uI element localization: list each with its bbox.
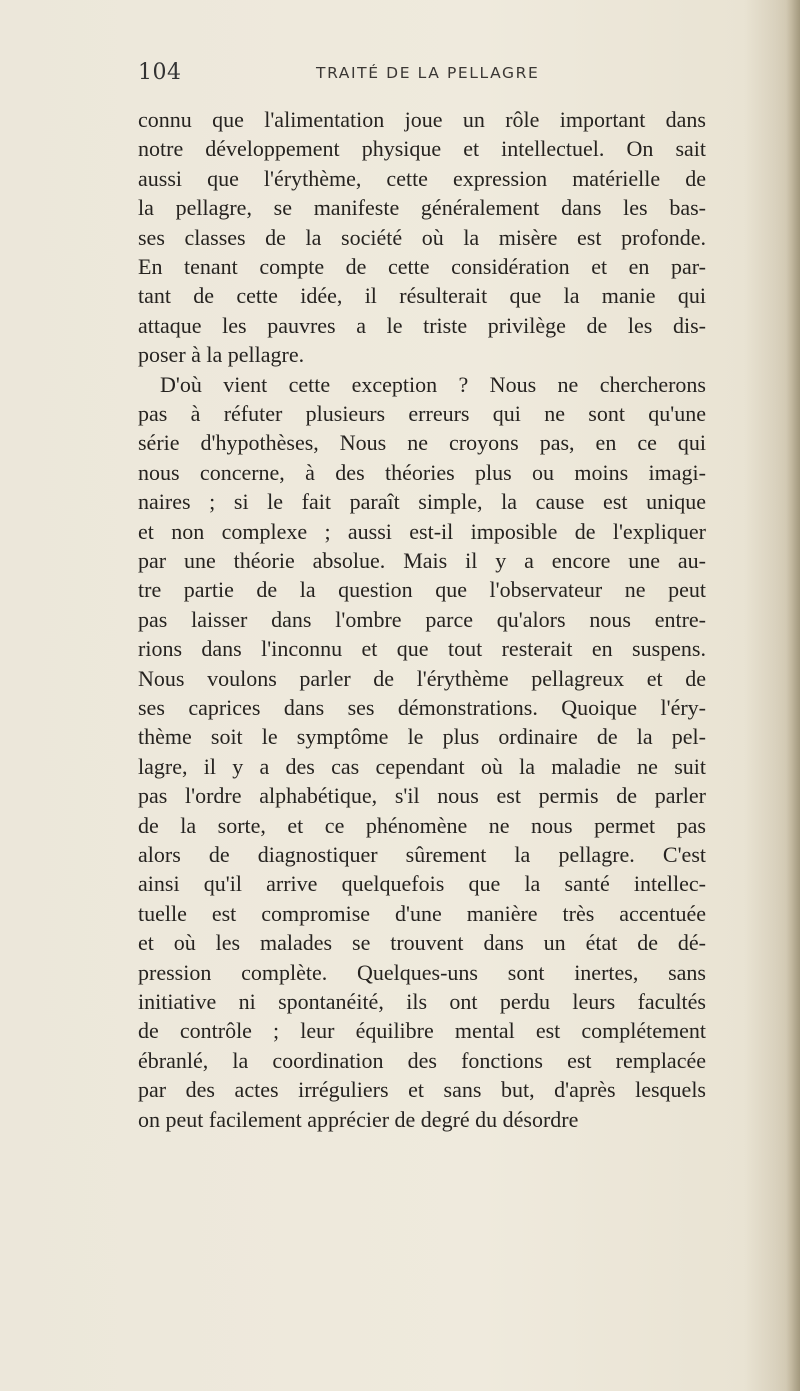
text-line: par une théorie absolue. Mais il y a encore une au- — [138, 548, 706, 573]
text-line: thème soit le symptôme le plus ordinaire de la pel- — [138, 724, 706, 750]
text-line: on peut facilement apprécier de degré du désordre — [138, 1106, 579, 1132]
running-title: TRAITÉ DE LA PELLAGRE — [316, 64, 540, 82]
text-line: tant de cette idée, il résulterait que la manie qui — [138, 283, 706, 309]
text-line: pas laisser dans l'ombre parce qu'alors nous entre- — [138, 606, 706, 632]
text-line: ses classes de la société où la misère est profonde. — [138, 224, 706, 250]
text-line: de contrôle ; leur équilibre mental est complétement — [138, 1018, 706, 1044]
text-line: nous concerne, à des théories plus ou moins imagi- — [138, 459, 706, 485]
text-line: rions dans l'inconnu et que tout resterait en suspens. — [138, 636, 706, 662]
text-line: et où les malades se trouvent dans un état de dé- — [138, 930, 706, 956]
text-line: aussi que l'érythème, cette expression matérielle de — [138, 165, 706, 191]
page-header — [138, 60, 678, 90]
text-line: attaque les pauvres a le triste privilège de les dis- — [138, 312, 706, 338]
text-line: de la sorte, et ce phénomène ne nous permet pas — [138, 812, 706, 838]
text-line: alors de diagnostiquer sûrement la pellagre. C'est — [138, 842, 706, 867]
text-line: initiative ni spontanéité, ils ont perdu leurs facultés — [138, 989, 706, 1014]
text-line: tre partie de la question que l'observateur ne peut — [138, 577, 706, 603]
text-line: En tenant compte de cette considération et en par- — [138, 254, 706, 279]
text-line: tuelle est compromise d'une manière très accentuée — [138, 900, 706, 926]
text-line: et non complexe ; aussi est-il imposible de l'expliquer — [138, 518, 706, 544]
text-line: par des actes irréguliers et sans but, d'après lesquels — [138, 1077, 706, 1103]
text-line: poser à la pellagre. — [138, 342, 305, 368]
text-line: pas à réfuter plusieurs erreurs qui ne sont qu'une — [138, 401, 706, 426]
text-line: D'où vient cette exception ? Nous ne chercherons — [160, 371, 706, 397]
page-edge-shadow — [786, 0, 800, 1391]
text-line: série d'hypothèses, Nous ne croyons pas, en ce qui — [138, 430, 706, 456]
text-line: notre développement physique et intellectuel. On sait — [138, 136, 706, 162]
page-number: 104 — [138, 60, 182, 85]
text-line: Nous voulons parler de l'érythème pellagreux et de — [138, 665, 706, 691]
text-line: connu que l'alimentation joue un rôle important dans — [138, 107, 706, 132]
text-line: ainsi qu'il arrive quelquefois que la santé intellec- — [138, 871, 706, 897]
text-line: ses caprices dans ses démonstrations. Quoique l'éry- — [138, 695, 706, 720]
text-line: pression complète. Quelques-uns sont inertes, sans — [138, 959, 706, 985]
text-line: pas l'ordre alphabétique, s'il nous est permis de parler — [138, 783, 706, 809]
text-line: lagre, il y a des cas cependant où la maladie ne suit — [138, 753, 706, 779]
text-line: naires ; si le fait paraît simple, la cause est unique — [138, 489, 706, 515]
text-line: la pellagre, se manifeste généralement dans les bas- — [138, 195, 706, 221]
body-text — [138, 106, 708, 1306]
text-line: ébranlé, la coordination des fonctions est remplacée — [138, 1047, 706, 1073]
